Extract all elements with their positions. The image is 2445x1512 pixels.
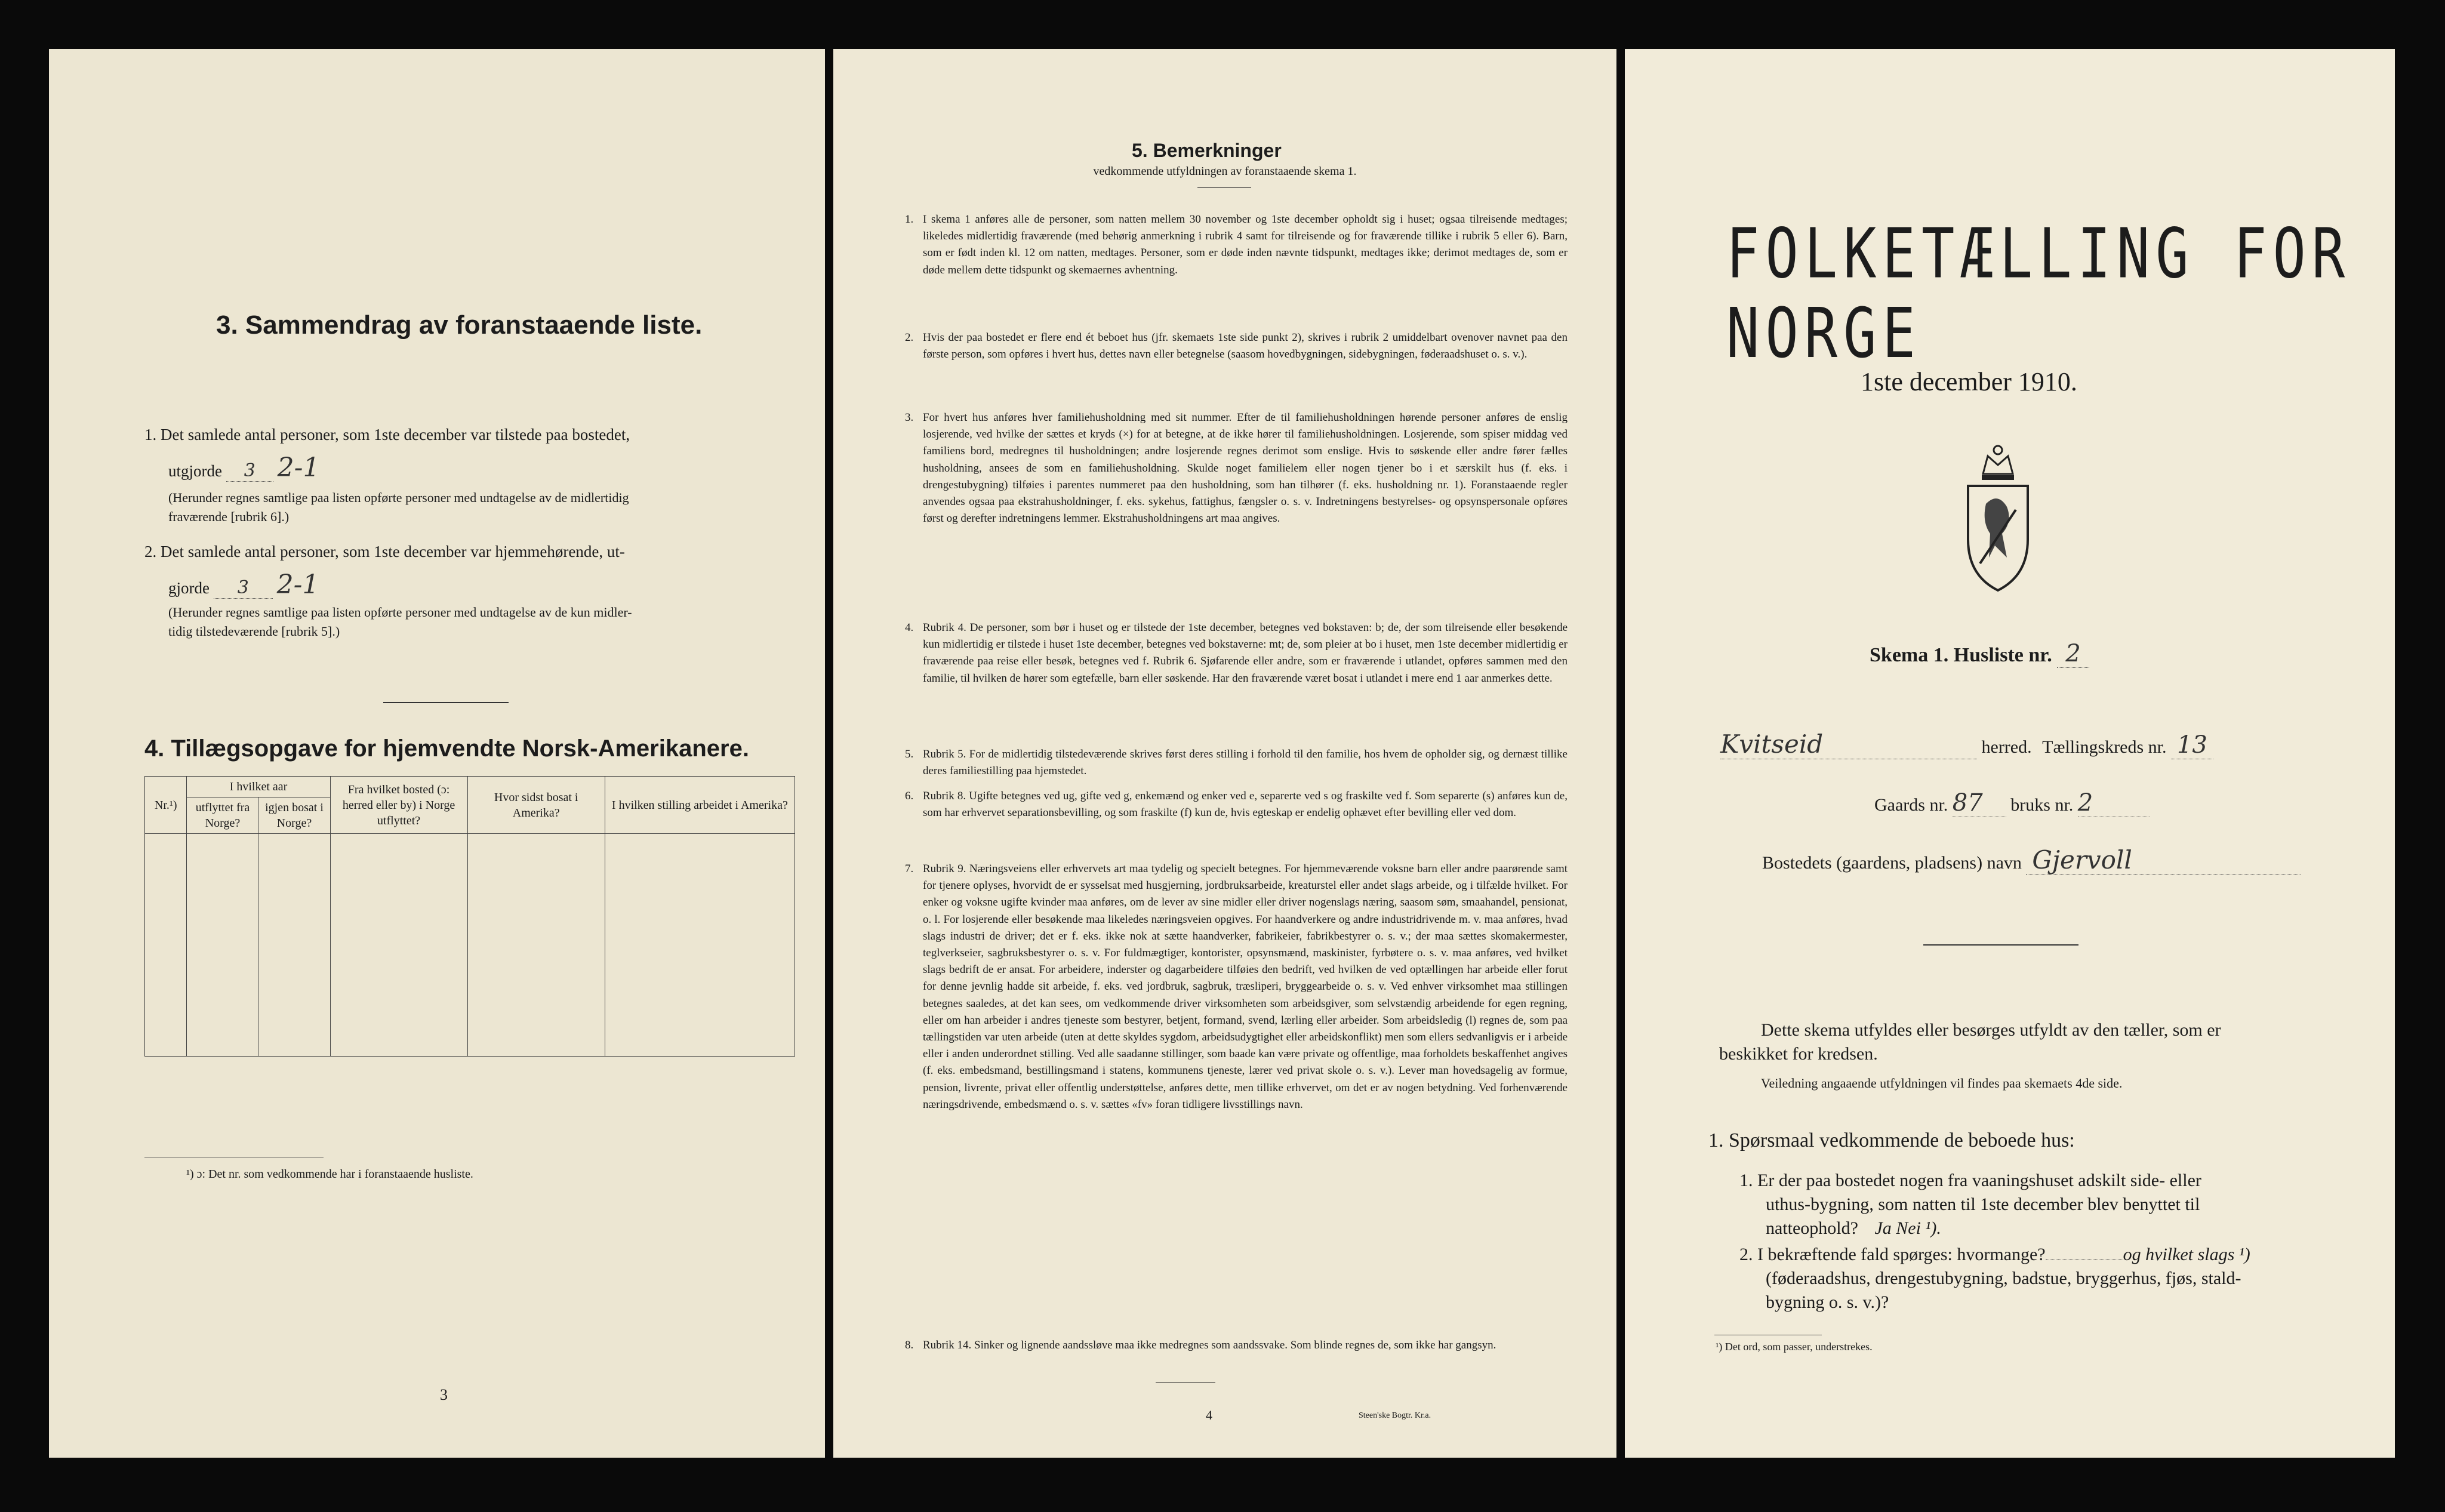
divider	[1197, 187, 1251, 188]
norsk-amerikanere-table: Nr.¹) I hvilket aar Fra hvilket bosted (ɔ: herred eller by) i Norge utflyttet? Hvor sidst bosat i Amerika? I hvilken stilling arbeidet i Amerika? utflyttet fra Norge? igjen bosat i Norge?	[144, 776, 795, 1057]
intro-text: Dette skema utfyldes eller besørges utfyldt av den tæller, som er beskikket for kredsen.	[1719, 1020, 2221, 1064]
question-1: 1. Er der paa bostedet nogen fra vaaningshuset adskilt side- eller uthus-bygning, som natten til 1ste december blev benyttet til natteophold? Ja Nei ¹).	[1739, 1171, 2201, 1238]
norwegian-coat-of-arms-icon	[1965, 438, 2031, 593]
divider	[1156, 1382, 1215, 1383]
remark-item: 6. Rubrik 8. Ugifte betegnes ved ug, gifte ved g, enkemænd og enker ved e, separerte ved s og fraskilte ved f. Som separerte (s) anføres kun de, som har erhvervet separationsbevilling, og som fraskilte (f) kun de, hvis egteskap er endelig ophævet efter bevilling eller ved dom.	[905, 790, 1568, 820]
table-row	[145, 1019, 795, 1057]
page-number: 4	[1206, 1408, 1212, 1422]
divider	[383, 702, 509, 703]
table-row	[145, 908, 795, 945]
middle-page	[833, 49, 1616, 1458]
gaards-line: Gaards nr. 87 bruks nr. 2	[1874, 789, 2150, 817]
remark-item: 3. For hvert hus anføres hver familiehusholdning med sit nummer. Efter de til familiehusholdningen hørende personer anføres de enslig losjerende, ved hvilke der sættes et kryds (×) for at betegne, at de ikke hører til familiehusholdningen. Losjerende, som spiser middag ved familiens bord, medregnes til husholdningen; andre losjerende regnes derimot som enslige. Hvis to søskende eller andre fører fælles husholdning, ansees de som en familiehusholdning. Skulde noget familielem eller nogen tjener bo i et særskilt hus (f. eks. i drengestubygning) tilføies i parentes nummeret paa den husholdning, som han tilhører (f. eks. husholdning nr. 1). Foranstaaende regler anvendes ogsaa paa ekstrahusholdninger, f. eks. sykehus, fattighus, fængsler o. s. v. Indretningens bestyrelses- og opsynspersonale opføres først og derefter indretningens lemmer. Ekstrahusholdningens art maa angives.	[905, 411, 1568, 525]
q2-line2: gjorde 3 2-1	[168, 569, 319, 600]
table-row	[145, 834, 795, 872]
right-page	[1625, 49, 2395, 1458]
section3-title: 3. Sammendrag av foranstaaende liste.	[216, 310, 703, 340]
ornament-divider	[1923, 944, 2078, 946]
printer-mark: Steen'ske Bogtr. Kr.a.	[1359, 1411, 1431, 1420]
left-page	[49, 49, 825, 1458]
page-number: 3	[440, 1386, 448, 1403]
remark-item: 7. Rubrik 9. Næringsveiens eller erhvervets art maa tydelig og specielt betegnes. For hjemmeværende voksne barn eller andre paarørende samt for tjenere oplyses, hvorvidt de er sysselsat med husgjerning, jordbruksarbeide, kreaturstel eller andet slags arbeide, og i tilfælde hvilket. For enker og voksne ugifte kvinder maa anføres, om de lever av sine midler eller driver nogenslags næring, saasom søm, smaahandel, pensionat, o. l. For losjerende eller besøkende maa likeledes næringsveien opgives. For haandverkere og andre industridrivende m. v. maa anføres, hvad slags industri de driver; det er f. eks. ikke nok at sætte haandverker, fabrikeier, fabrikbestyrer o. s. v.; der maa sættes skomakermester, teglverkseier, sagbruksbestyrer o. s. v. For fuldmægtiger, kontorister, opsynsmænd, maskinister, fyrbøtere o. s. v. maa anføres, ved hvilket slags bedrift de er ansat. For arbeidere, inderster og dagarbeidere tilføies den bedrift, ved hvilken de ved optællingen har arbeide eller forut for denne jevnlig hadde sit arbeide, f. eks. ved jordbruk, sagbruk, træsliperi, bryggearbeide o. s. v. Ved enhver virksomhet maa stillingen betegnes saaledes, at det kan sees, om vedkommende driver virksomheten som arbeidsgiver, som selvstændig arbeidende for egen regning, eller om han arbeider i andres tjeneste som bestyrer, betjent, formand, svend, lærling eller arbeider. Som arbeidsledig (l) regnes de, som paa tællingstiden var uten arbeide (uten at dette skyldes sygdom, arbeidsudygtighet eller arbeidskonflikt) men som ellers sedvanligvis er i arbeide eller i anden underordnet stilling. Ved alle saadanne stillinger, som baade kan være private og offentlige, maa forholdets beskaffenhet angives (f. eks. embedsmand, bestillingsmand i statens, kommunens tjeneste, lærer ved privat skole o. s. v.). Lever man hovedsagelig av formue, pension, livrente, privat eller offentlig understøttelse, anføres dette, men tillike erhvervet, om det er av nogen betydning. Ved forhenværende næringsdrivende, embedsmænd o. s. v. sættes «fv» foran tidligere livsstillings navn.	[905, 863, 1568, 1111]
question-heading: 1. Spørsmaal vedkommende de beboede hus:	[1708, 1129, 2075, 1151]
table-row	[145, 945, 795, 982]
q2-handwritten-value: 2-1	[276, 569, 319, 600]
guide-text: Veiledning angaaende utfyldningen vil findes paa skemaets 4de side.	[1761, 1076, 2123, 1091]
remark-item: 8. Rubrik 14. Sinker og lignende aandssløve maa ikke medregnes som aandssvake. Som blinde regnes de, som ikke har gangsyn.	[905, 1339, 1496, 1351]
section5-subheading: vedkommende utfyldningen av foranstaaende skema 1.	[1093, 165, 1357, 178]
q1-line1: 1. Det samlede antal personer, som 1ste december var tilstede paa bostedet,	[144, 426, 630, 444]
table-row	[145, 871, 795, 908]
remark-item: 5. Rubrik 5. For de midlertidig tilstedeværende skrives først deres stilling i forhold til den familie, hos hvem de opholder sig, og dernæst tillike deres familiestilling paa hjemstedet.	[905, 748, 1568, 778]
q1-note: (Herunder regnes samtlige paa listen opførte personer med undtagelse av de midlertidig fraværende [rubrik 6].)	[168, 490, 629, 524]
table-row	[145, 982, 795, 1019]
section4-title: 4. Tillægsopgave for hjemvendte Norsk-Amerikanere.	[144, 735, 749, 762]
skema-line: Skema 1. Husliste nr. 2	[1870, 640, 2089, 667]
section5-heading: 5. Bemerkninger	[1132, 140, 1282, 161]
q1-line2: utgjorde 3 2-1	[168, 452, 320, 483]
q2-note: (Herunder regnes samtlige paa listen opførte personer med undtagelse av de kun midler- tidig tilstedeværende [rubrik 5].)	[168, 605, 632, 639]
remark-item: 4. Rubrik 4. De personer, som bør i huset og er tilstede der 1ste december, betegnes ved bokstaven: b; de, der som tilreisende eller besøkende kun midlertidig er tilstede i huset 1ste december, betegnes ved bokstaverne: mt; de, som pleier at bo i huset, men 1ste december midlertidig er fraværende paa reise eller besøk, betegnes ved f. Rubrik 6. Sjøfarende eller andre, som er fraværende i utlandet, opføres sammen med den familie, til hvilken de hører som egtefælle, barn eller søskende. Har den fraværende været bosat i utlandet i mere end 1 aar anmerkes dette.	[905, 621, 1568, 685]
form-date: 1ste december 1910.	[1861, 367, 2077, 396]
remark-item: 2. Hvis der paa bostedet er flere end ét beboet hus (jfr. skemaets 1ste side punkt 2), skrives i rubrik 2 umiddelbart ovenover navnet paa den første person, som opføres i hvert hus, dettes navn eller betegnelse (saasom hovedbygningen, sidebygningen, føderaadshuset o. s. v.).	[905, 331, 1568, 361]
footnote: ¹) ɔ: Det nr. som vedkommende har i foranstaaende husliste.	[186, 1168, 473, 1181]
q2-line1: 2. Det samlede antal personer, som 1ste december var hjemmehørende, ut-	[144, 543, 625, 561]
question-2: 2. I bekræftende fald spørges: hvormange? og hvilket slags ¹) (føderaadshus, drengestubygning, badstue, bryggerhus, fjøs, stald- bygning o. s. v.)?	[1739, 1245, 2250, 1312]
q1-handwritten-value: 2-1	[277, 452, 320, 483]
herred-line: Kvitseid herred. Tællingskreds nr. 13	[1720, 729, 2213, 759]
bosted-line: Bostedets (gaardens, pladsens) navn Gjervoll	[1762, 845, 2301, 875]
remark-item: 1. I skema 1 anføres alle de personer, som natten mellem 30 november og 1ste december opholdt sig i huset; ogsaa tilreisende medtages; likeledes midlertidig fraværende (med behørig anmerkning i rubrik 4 samt for tilreisende og for fraværende tillike i rubrik 5 eller 6). Barn, som er født inden kl. 12 om natten, medtages. Personer, som er døde inden nævnte tidspunkt, medtages ikke; derimot medtages de, som er døde mellem dette tidspunkt og skemaernes avhentning.	[905, 213, 1568, 276]
form-title: FOLKETÆLLING FOR NORGE	[1726, 214, 2351, 374]
footnote: ¹) Det ord, som passer, understrekes.	[1716, 1341, 1873, 1353]
